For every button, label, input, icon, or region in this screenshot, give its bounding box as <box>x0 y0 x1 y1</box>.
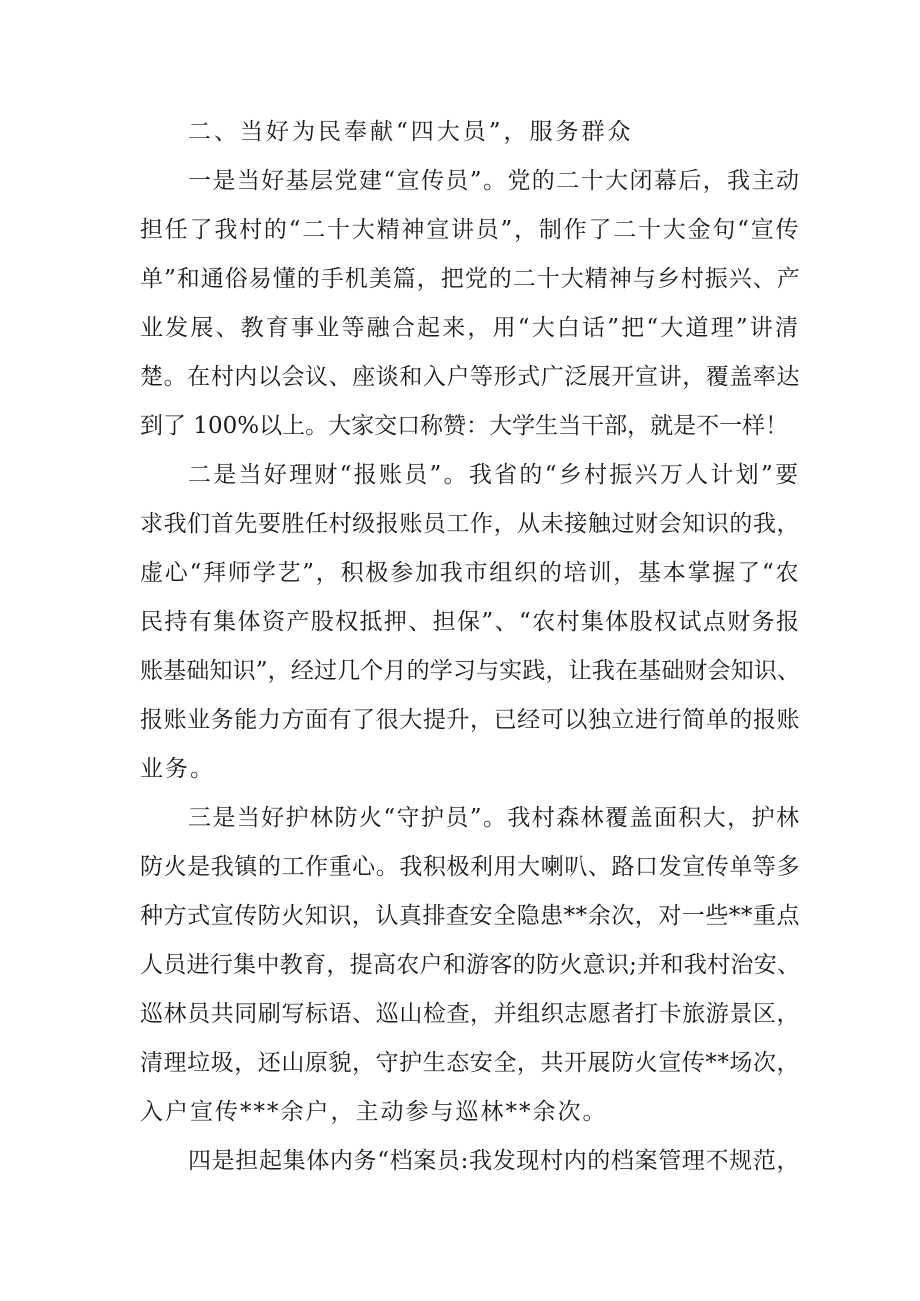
text-line: 求我们首先要胜任村级报账员工作，从未接触过财会知识的我， <box>140 511 800 537</box>
text-line: 楚。在村内以会议、座谈和入户等形式广泛展开宣讲，覆盖率达 <box>140 364 800 390</box>
text-line: 单”和通俗易懂的手机美篇，把党的二十大精神与乡村振兴、产 <box>140 266 801 292</box>
text-line: 报账业务能力方面有了很大提升，已经可以独立进行简单的报账 <box>140 707 800 733</box>
text-line: 担任了我村的“二十大精神宣讲员”，制作了二十大金句“宣传 <box>140 217 800 243</box>
paragraph-forest-fire <box>140 794 800 1137</box>
text-line: 三是当好护林防火“守护员”。我村森林覆盖面积大，护林 <box>188 805 800 831</box>
paragraph-archives <box>140 1137 800 1186</box>
text-line: 一是当好基层党建“宣传员”。党的二十大闭幕后，我主动 <box>188 168 800 194</box>
text-line: 二是当好理财“报账员”。我省的“乡村振兴万人计划”要 <box>188 462 800 488</box>
text-line: 业发展、教育事业等融合起来，用“大白话”把“大道理”讲清 <box>140 315 800 341</box>
text-line: 人员进行集中教育，提高农户和游客的防火意识;并和我村治安、 <box>140 952 800 978</box>
text-line: 防火是我镇的工作重心。我积极利用大喇叭、路口发宣传单等多 <box>140 854 800 880</box>
text-line: 清理垃圾，还山原貌，守护生态安全，共开展防火宣传**场次， <box>140 1050 800 1076</box>
text-line: 业务。 <box>140 756 215 782</box>
text-line: 入户宣传***余户，主动参与巡林**余次。 <box>140 1099 608 1125</box>
text-line: 虚心“拜师学艺”，积极参加我市组织的培训，基本掌握了“农 <box>140 560 800 586</box>
paragraph-accounting <box>140 451 800 794</box>
text-line: 四是担起集体内务“档案员:我发现村内的档案管理不规范， <box>188 1148 800 1174</box>
text-line: 到了 100%以上。大家交口称赞：大学生当干部，就是不一样！ <box>140 413 789 439</box>
section-heading: 二、当好为民奉献“四大员”，服务群众 <box>188 119 634 145</box>
document-body <box>140 108 800 1186</box>
text-line: 账基础知识”，经过几个月的学习与实践，让我在基础财会知识、 <box>140 658 800 684</box>
text-line: 巡林员共同刷写标语、巡山检查，并组织志愿者打卡旅游景区， <box>140 1001 800 1027</box>
text-line: 民持有集体资产股权抵押、担保”、“农村集体股权试点财务报 <box>140 609 800 635</box>
paragraph-publicity <box>140 157 800 451</box>
text-line: 种方式宣传防火知识，认真排查安全隐患**余次，对一些**重点 <box>140 903 800 929</box>
